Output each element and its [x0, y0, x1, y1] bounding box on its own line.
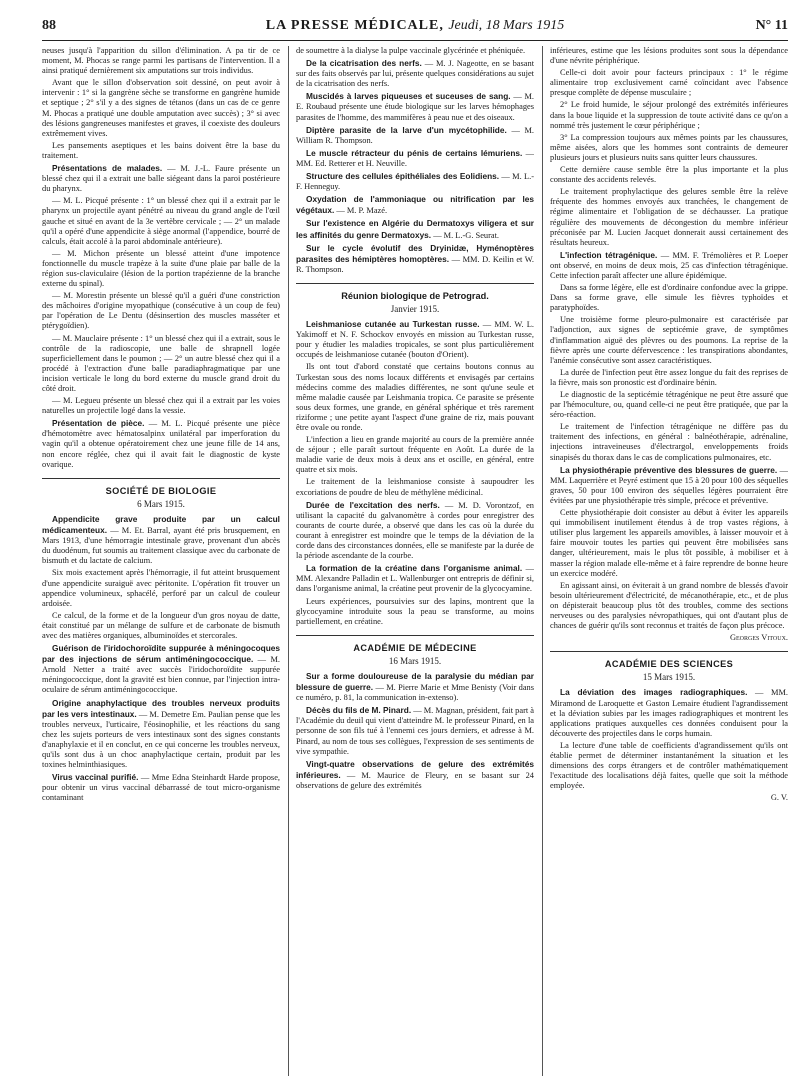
paragraph: [296, 218, 534, 240]
entry-title: Oxydation de l'ammoniaque ou nitrification par les végétaux.: [296, 194, 534, 216]
paragraph: [296, 194, 534, 216]
section-date: 16 Mars 1915.: [388, 655, 442, 666]
entry-text: — MM. F. Trémolières et P. Loeper ont observé, en moins de deux mois, 25 cas d'infection tétragénique. Cette infection paraît affecter une allure épidémique.: [550, 250, 788, 280]
paragraph: — M. L. Picqué présente : 1° un blessé chez qui il a extrait par le pharynx un projectile ayant pénétré au niveau du grand angle de l'œil gauche et situé en avant de la 3e vertèbre cervicale ; — 2° un malade qu'il a opéré d'une appendicite à siège anormal (l'appendice, bourré de calculs, était accolé à la paroi abdominale antérieure).: [42, 196, 280, 246]
entry-title: Structure des cellules épithéliales des Eolidiens.: [306, 171, 500, 182]
journal-name: LA PRESSE MÉDICALE,: [265, 18, 444, 33]
entry-title: Diptère parasite de la larve d'un mycétophilide.: [306, 124, 507, 135]
author-signature: G. V.: [770, 793, 788, 803]
section-heading: Réunion biologique de Petrograd.: [296, 283, 534, 301]
entry-text: — M. Arnold Netter a traité avec succès l'iridochoroïdite suppurée méningococcique, dont la gravité est bien connue, par l'injection intra-oculaire de sérum antiméningococcique.: [42, 655, 280, 695]
paragraph: [296, 91, 534, 122]
paragraph: Leurs expériences, poursuivies sur des lapins, montrent que la glycocyamine introduite sous la peau se transforme, au moins partiellement, en créatine.: [296, 596, 534, 626]
paragraph: [296, 58, 534, 89]
entry-title: Sur le cycle évolutif des Dryinidæ, Hyménoptères parasites des hémiptères homoptères.: [296, 242, 534, 264]
section-date: 6 Mars 1915.: [137, 498, 185, 509]
entry-title: Vingt-quatre observations de gelure des extrémités inférieures.: [296, 758, 534, 780]
paragraph: [42, 418, 280, 469]
paragraph: [296, 500, 534, 562]
paragraph: En agissant ainsi, on éviterait à un grand nombre de blessés d'avoir besoin ultérieurement d'électricité, de mécanothérapie, etc., et de plus on dépisterait beaucoup plus tôt des troubles, comme des sections nerveuses ou des paralysies névropathiques, qui ont d'autant plus de chances de guérir qu'ils sont reconnus et traités de façon plus précoce.: [550, 580, 788, 631]
paragraph: 3° La compression toujours aux mêmes points par les chaussures, même aisées, alors que les hommes sont contraints de demeurer plusieurs jours et plusieurs nuits sans quitter leurs chaussures.: [550, 132, 788, 162]
paragraph: Le traitement de l'infection tétragénique ne diffère pas du traitement des infections, en général : balnéothérapie, adrénaline, injections intraveineuses d'électrargol, enveloppements froids sinapisés du thorax dans le cas de complications pulmonaires, etc.: [550, 422, 788, 462]
paragraph: Une troisième forme pleuro-pulmonaire est caractérisée par l'adjonction, aux signes de septicémie grave, de symptômes d'inflammation aiguë des plèvres ou des poumons. La reprise de la fièvre après une courte défervescence : les transpirations abondantes, l'anémie consécutive sont assez caractéristiques.: [550, 315, 788, 365]
entry-title: La physiothérapie préventive des blessures de guerre.: [560, 464, 778, 475]
paragraph: La durée de l'infection peut être assez longue du fait des reprises de la fièvre, mais son pronostic est d'ordinaire bénin.: [550, 367, 788, 387]
entry-text: — M. P. Mazé.: [336, 206, 388, 216]
entry-text: — M. Magnan, président, fait part à l'Académie du deuil qui vient d'atteindre M. le professeur Pinard, en la personne de son fils tué à l'ennemi ces jours derniers, et adresse à M. Pinard, au nom de tous ses collègues, l'expression de ses sentiments de vive sympathie.: [296, 706, 534, 756]
page-number: 88: [42, 18, 56, 33]
entry-text: — M. J.-L. Faure présente un blessé chez qui il a extrait une balle siégeant dans la paroi postérieure du pharynx.: [42, 164, 280, 194]
entry-title: Durée de l'excitation des nerfs.: [306, 499, 440, 510]
entry-text: — M. Demetre Em. Paulian pense que les troubles nerveux, l'urticaire, l'éosinophilie, et les réactions du sang chez les sujets porteurs de vers intestinaux sont des signes constants d'anaphylaxie et il en conclut, en ce qui concerne les troubles nerveux, qu'ils sont dus à un choc anaphylactique certain, produit par les toxines helminthiasiques.: [42, 709, 280, 770]
entry-title: Guérison de l'iridochoroïdite suppurée à méningocoques par des injections de sérum antiméningococcique.: [42, 643, 280, 665]
paragraph: Le diagnostic de la septicémie tétragénique ne peut être assuré que par l'hémoculture, ou, quand celle-ci ne peut être pratiquée, que par la séro-réaction.: [550, 390, 788, 420]
issue-number: N° 11: [755, 18, 788, 33]
paragraph: inférieures, estime que les lésions produites sont sous la dépendance d'une névrite périphérique.: [550, 46, 788, 66]
entry-title: Présentation de pièce.: [52, 418, 145, 429]
paragraph: Le traitement de la leishmaniose consiste à saupoudrer les excoriations de poudre de bleu de méthylène médicinal.: [296, 477, 534, 497]
entry-title: L'infection tétragénique.: [560, 249, 658, 260]
section-date: 15 Mars 1915.: [642, 672, 696, 683]
entry-title: Origine anaphylactique des troubles nerveux produits par les vers intestinaux.: [42, 697, 280, 719]
entry-text: — MM. Miramond de Laroquette et Gaston Lemaire étudient l'agrandissement et la déviation subies par les images radiographiques et montrent les applications pratiques auxquelles ces données conduisent pour la découverte des projectiles dans le corps humain.: [550, 688, 788, 738]
column-right: [550, 46, 788, 1078]
section-heading: SOCIÉTÉ DE BIOLOGIE: [42, 478, 280, 496]
entry-title: Le muscle rétracteur du pénis de certains lémuriens.: [306, 147, 523, 158]
entry-text: — MM. Laquerrière et Peyré estiment que 15 à 20 pour 100 des séquelles graves, 50 pour 100 environ des séquelles légères pourraient être évitées par une physiothérapie très simple, précoce et préventive.: [550, 465, 788, 505]
entry-title: La formation de la créatine dans l'organisme animal.: [306, 563, 523, 574]
entry-text: — M. Et. Barral, ayant été pris brusquement, en Mars 1913, d'une hémorragie intestinale grave, provenant d'un abcès du duodénum, fut soumis au traitement classique avec du carbonate de bismuth et du lactate de calcium.: [42, 526, 280, 566]
entry-text: — MM. D. Keilin et W. R. Thompson.: [296, 254, 534, 274]
column-divider: [542, 46, 543, 1076]
paragraph: [296, 563, 534, 594]
entry-title: Décès du fils de M. Pinard.: [306, 705, 412, 716]
paragraph: [296, 125, 534, 146]
entry-title: Présentations de malades.: [52, 163, 163, 174]
paragraph: Cette dernière cause semble être la plus importante et la plus constante des accidents relevés.: [550, 165, 788, 185]
section-date: Janvier 1915.: [390, 303, 440, 314]
paragraph: Celle-ci doit avoir pour facteurs principaux : 1° le régime alimentaire trop exclusivement carné coïncidant avec l'absence presque complète de dépense musculaire ;: [550, 68, 788, 98]
entry-title: Leishmaniose cutanée au Turkestan russe.: [306, 319, 480, 330]
paragraph: [550, 687, 788, 738]
entry-text: — MM. Alexandre Palladin et L. Wallenburger ont entrepris de définir si, dans l'organisme animal, la créatine peut provenir de la glycocyamine.: [296, 564, 534, 594]
paragraph: [296, 171, 534, 192]
paragraph: Le traitement prophylactique des gelures semble être la relève fréquente des hommes envoyés aux tranchées, le changement de régime alimentaire et l'obligation de se déchausser. La pratique régulière des mouvements de décongestion du membre inférieur préconisée par M. Lucien Jacquet donnerait aussi certainement des résultats heureux.: [550, 187, 788, 247]
entry-title: Appendicite grave produite par un calcul médicamenteux.: [42, 513, 280, 536]
paragraph: [296, 759, 534, 791]
paragraph: 2° Le froid humide, le séjour prolongé des extrémités inférieures dans la boue liquide et la suppression de toute activité dans ce qu'on a nommé très justement le cœur périphérique ;: [550, 100, 788, 130]
entry-text: — M. William R. Thompson.: [296, 125, 534, 145]
paragraph: [296, 705, 534, 756]
entry-title: Muscidés à larves piqueuses et suceuses de sang.: [306, 91, 511, 102]
paragraph: Dans sa forme légère, elle est d'ordinaire confondue avec la grippe. Dans sa forme grave, elle simule les fièvres typhoïdes et paratyphoïdes.: [550, 283, 788, 313]
entry-text: — MM. Ed. Retterer et H. Neuville.: [296, 148, 534, 168]
paragraph: [42, 163, 280, 194]
paragraph: Les pansements aseptiques et les bains doivent être la base du traitement.: [42, 140, 280, 160]
column-middle: [296, 46, 534, 1078]
column-divider: [288, 46, 289, 1076]
paragraph: Ce calcul, de la forme et de la longueur d'un gros noyau de datte, était constitué par un mélange de sulfure et de carbonate de bismuth avec des matières organiques, albuminoïdes et stercorales.: [42, 610, 280, 640]
paragraph: [550, 465, 788, 506]
entry-text: — M. L.-F. Henneguy.: [296, 172, 534, 192]
entry-text: — M. L. Picqué présente une pièce d'hémotomètre avec hématosalpinx unilatéral par imperforation du vagin qu'il a obtenue opératoirement chez une jeune fille de 14 ans, non encore réglée, chez qui il avait fait le diagnostic de kyste ovarique.: [42, 419, 280, 469]
entry-text: — M. Maurice de Fleury, en se basant sur 24 observations de gelure des extrémités: [296, 770, 534, 790]
paragraph: Ils ont tout d'abord constaté que certains boutons connus au Turkestan sous des noms locaux différents et envisagés par certains médecins comme des maladies différentes, ne sont qu'une seule et même maladie causée par Leishmania tropica. Ce parasite se présente sous deux formes, une grande, en général sphérique et très rarement riziforme ; une petite ayant l'aspect d'une graine de riz, mais pouvant être ovale ou ronde.: [296, 362, 534, 432]
entry-text: — M. L.-G. Seurat.: [433, 230, 500, 240]
section-heading: ACADÉMIE DE MÉDECINE: [296, 635, 534, 653]
paragraph: [296, 319, 534, 360]
entry-title: Sur a forme douloureuse de la paralysie du médian par blessure de guerre.: [296, 670, 534, 693]
entry-text: — MM. W. L. Yakimoff et N. F. Schockov envoyés en mission au Turkestan russe, pour y étudier les maladies tropicales, se sont plus particulièrement occupés de leishmaniose cutanée (bouton d'Orient).: [296, 320, 534, 360]
paragraph: [296, 243, 534, 275]
section-heading: ACADÉMIE DES SCIENCES: [550, 651, 788, 669]
paragraph: [42, 772, 280, 803]
paragraph: [550, 250, 788, 281]
header-rule: [42, 40, 788, 41]
author-signature: Georges Vitoux.: [729, 633, 788, 643]
entry-title: La déviation des images radiographiques.: [560, 687, 748, 698]
journal-title: [42, 18, 788, 34]
issue-date: Jeudi, 18 Mars 1915: [448, 18, 565, 33]
paragraph: [296, 671, 534, 703]
entry-text: — M. J. Nageotte, en se basant sur des faits observés par lui, présente quelques considérations au sujet de la cicatrisation des nerfs.: [296, 59, 534, 89]
paragraph: — M. Morestin présente un blessé qu'il a guéri d'une constriction des mâchoires d'origine myopathique (consécutive à un coup de feu) par l'opération de Le Dentu (désinsertion des muscles masséter et ptérygoïdien).: [42, 291, 280, 331]
entry-text: — M. Pierre Marie et Mme Benisty (Voir dans ce numéro, p. 81, la communication in-extenso).: [296, 683, 534, 703]
entry-title: Virus vaccinal purifié.: [52, 772, 139, 783]
paragraph: Cette physiothérapie doit consister au début à éviter les appareils qui immobilisent inutilement étendus à de trop vastes régions, à utiliser plus largement les appareils amovibles, à laisser mouvoir et à faire mouvoir toutes les parties qui peuvent être mobilisées sans danger, ultérieurement, mais le plus tôt possible, à mobiliser et à masser la région malade elle-même et à faire reprendre de bonne heure un exercice modéré.: [550, 508, 788, 578]
paragraph: L'infection a lieu en grande majorité au cours de la première année de séjour ; elle paraît surtout fréquente en Août. La durée de la maladie varie de deux mois à deux ans et oscille, en général, entre quatre et six mois.: [296, 435, 534, 475]
entry-title: Sur l'existence en Algérie du Dermatoxys viligera et sur les affinités du genre Dermatoxys.: [296, 218, 534, 240]
paragraph: de soumettre à la dialyse la pulpe vaccinale glycérinée et phéniquée.: [296, 46, 526, 55]
paragraph: [42, 643, 280, 695]
paragraph: Avant que le sillon d'observation soit dessiné, on peut avoir à intervenir : 1° si la gangrène sèche se transforme en gangrène humide et septique ; 2° s'il y a des signes de tétanos (dans un cas de ce genre M. Phocas a pratiqué une double amputation avec succès) ; 3° si avec des lésions gangreneuses manifestes et graves, il coexiste des douleurs extrêmement vives.: [42, 78, 280, 138]
paragraph: [296, 148, 534, 169]
paragraph: — M. Mauclaire présente : 1° un blessé chez qui il a extrait, sous le contrôle de la radioscopie, une balle de shrapnell logée superficiellement dans le poumon ; — 2° un autre blessé chez qui il a procédé à l'extraction d'une balle paradiaphragmatique par une incision verticale le long du bord externe du muscle grand droit du côté droit.: [42, 333, 280, 393]
paragraph: La lecture d'une table de coefficients d'agrandissement qu'ils ont établie permet de déterminer instantanément la situation et les dimensions des corps étrangers et de contrôler mathématiquement l'exactitude des localisations déjà faites, quelle que soit la méthode employée.: [550, 740, 788, 791]
paragraph: — M. Michon présente un blessé atteint d'une impotence fonctionnelle du muscle trapèze à la suite d'une plaie par balle de la région sus-claviculaire (lésion de la portion trapézienne de la branche externe du spinal).: [42, 248, 280, 289]
paragraph: — M. Legueu présente un blessé chez qui il a extrait par les voies naturelles un projectile logé dans la vessie.: [42, 396, 280, 416]
paragraph: Six mois exactement après l'hémorragie, il fut atteint brusquement d'une appendicite suraiguë avec péritonite. L'opération fit trouver un appendice volumineux, sphacélé, perforé par un calcul de couleur ardoisée.: [42, 568, 280, 608]
entry-text: — M. E. Roubaud présente une étude biologique sur les larves hémophages parasites de l'homme, des mammifères à peau nue et des oiseaux.: [296, 92, 534, 122]
entry-text: — Mme Edna Steinhardt Harde propose, pour obtenir un virus vaccinal débarrassé de tout micro-organisme contaminant: [42, 773, 280, 803]
entry-title: De la cicatrisation des nerfs.: [306, 58, 422, 69]
entry-text: — M. D. Vorontzof, en utilisant la capacité du galvanomètre à cordes pour enregistrer des courants de courte durée, a observé que dans les cas où la durée du courant à enregistrer est moindre que le temps de la déviation de la corde dans des circonstances données, elle se manifeste par la durée de la période ascendante de la courbe.: [296, 500, 534, 561]
paragraph: [42, 514, 280, 566]
column-left: [42, 46, 280, 1078]
paragraph: [42, 698, 280, 771]
paragraph: neuses jusqu'à l'apparition du sillon d'élimination. A pa tir de ce moment, M. Phocas se range parmi les partisans de l'intervention. Il a ainsi pratiqué dernièrement six amputations sur trois individus.: [42, 46, 280, 76]
page-header: [42, 18, 788, 38]
